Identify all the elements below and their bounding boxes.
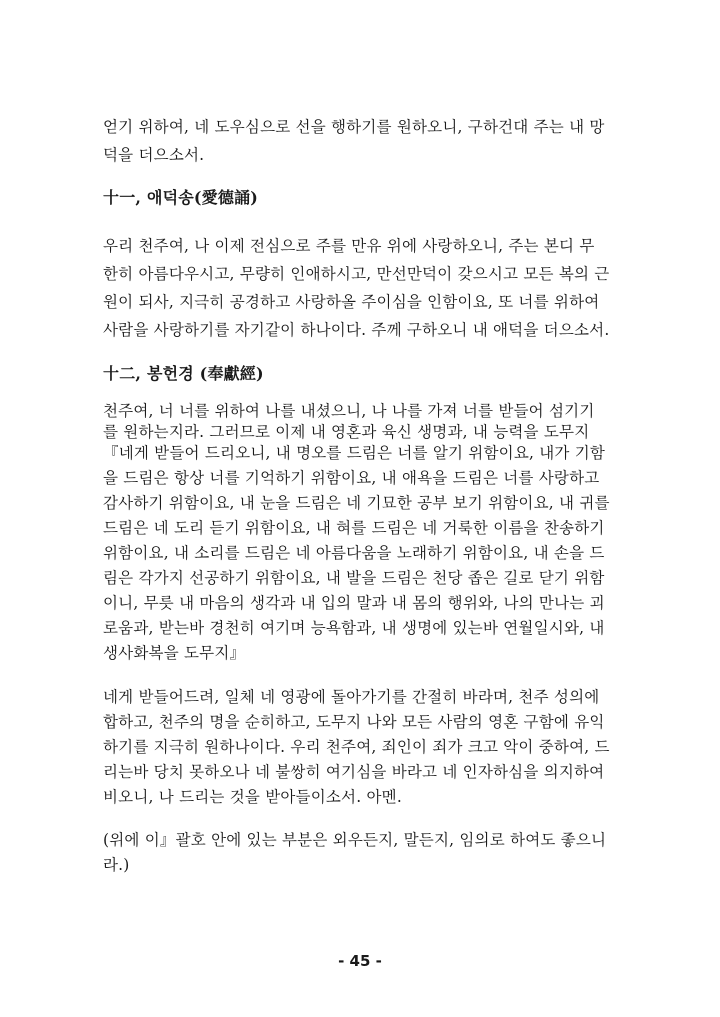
- paragraph-line: 드림은 네 도리 듣기 위함이요, 내 혀를 드림은 네 거룩한 이름을 찬송하기: [103, 519, 605, 537]
- paragraph-line: 비오니, 나 드리는 것을 받아들이소서. 아멘.: [103, 788, 402, 806]
- page-number: - 45 -: [338, 952, 382, 970]
- paragraph-line: 우리 천주여, 나 이제 전심으로 주를 만유 위에 사랑하오니, 주는 본디 무: [103, 237, 595, 255]
- paragraph-line: 합하고, 천주의 명을 순히하고, 도무지 나와 모든 사람의 영혼 구함에 유익: [103, 713, 605, 731]
- paragraph-line: 을 드림은 항상 너를 기억하기 위함이요, 내 애욕을 드림은 너를 사랑하고: [103, 469, 600, 487]
- note-line: (위에 이』괄호 안에 있는 부분은 외우든지, 말든지, 임의로 하여도 좋으니: [103, 831, 607, 849]
- paragraph-line: 『네게 받들어 드리오니, 내 명오를 드림은 너를 알기 위함이요, 내가 기함: [103, 444, 606, 462]
- section-heading-12: 十二, 봉헌경 (奉獻經): [103, 364, 264, 383]
- paragraph-line: 위함이요, 내 소리를 드림은 네 아름다움을 노래하기 위함이요, 내 손을 드: [103, 544, 605, 562]
- intro-line: 덕을 더으소서.: [103, 146, 205, 164]
- paragraph-line: 생사화복을 도무지』: [103, 644, 246, 662]
- paragraph-line: 사람을 사랑하기를 자기같이 하나이다. 주께 구하오니 내 애덕을 더으소서.: [103, 321, 610, 339]
- paragraph-line: 로움과, 받는바 경천히 여기며 능욕함과, 내 생명에 있는바 연월일시와, 내: [103, 619, 605, 637]
- note-line: 라.): [103, 856, 130, 874]
- paragraph-line: 천주여, 너 너를 위하여 나를 내셨으니, 나 나를 가져 너를 받들어 섬기기: [103, 402, 595, 420]
- section-heading-11: 十一, 애덕송(愛德誦): [103, 188, 259, 207]
- paragraph-line: 이니, 무릇 내 마음의 생각과 내 입의 말과 내 몸의 행위와, 나의 만나는 괴: [103, 594, 605, 612]
- paragraph-line: 리는바 당치 못하오나 네 불쌍히 여기심을 바라고 네 인자하심을 의지하여: [103, 763, 605, 781]
- paragraph-line: 감사하기 위함이요, 내 눈을 드림은 네 기묘한 공부 보기 위함이요, 내 귀를: [103, 494, 610, 512]
- paragraph-line: 림은 각가지 선공하기 위함이요, 내 발을 드림은 천당 좁은 길로 닫기 위함: [103, 569, 605, 587]
- paragraph-line: 한히 아름다우시고, 무량히 인애하시고, 만선만덕이 갖으시고 모든 복의 근: [103, 265, 610, 283]
- intro-line: 얻기 위하여, 네 도우심으로 선을 행하기를 원하오니, 구하건대 주는 내 망: [103, 118, 605, 136]
- paragraph-line: 네게 받들어드려, 일체 네 영광에 돌아가기를 간절히 바라며, 천주 성의에: [103, 688, 600, 706]
- paragraph-line: 하기를 지극히 원하나이다. 우리 천주여, 죄인이 죄가 크고 악이 중하여, 드: [103, 738, 610, 756]
- paragraph-line: 원이 되사, 지극히 공경하고 사랑하올 주이심을 인함이요, 또 너를 위하여: [103, 293, 600, 311]
- paragraph-line: 를 원하는지라. 그러므로 이제 내 영혼과 육신 생명과, 내 능력을 도무지: [103, 423, 590, 441]
